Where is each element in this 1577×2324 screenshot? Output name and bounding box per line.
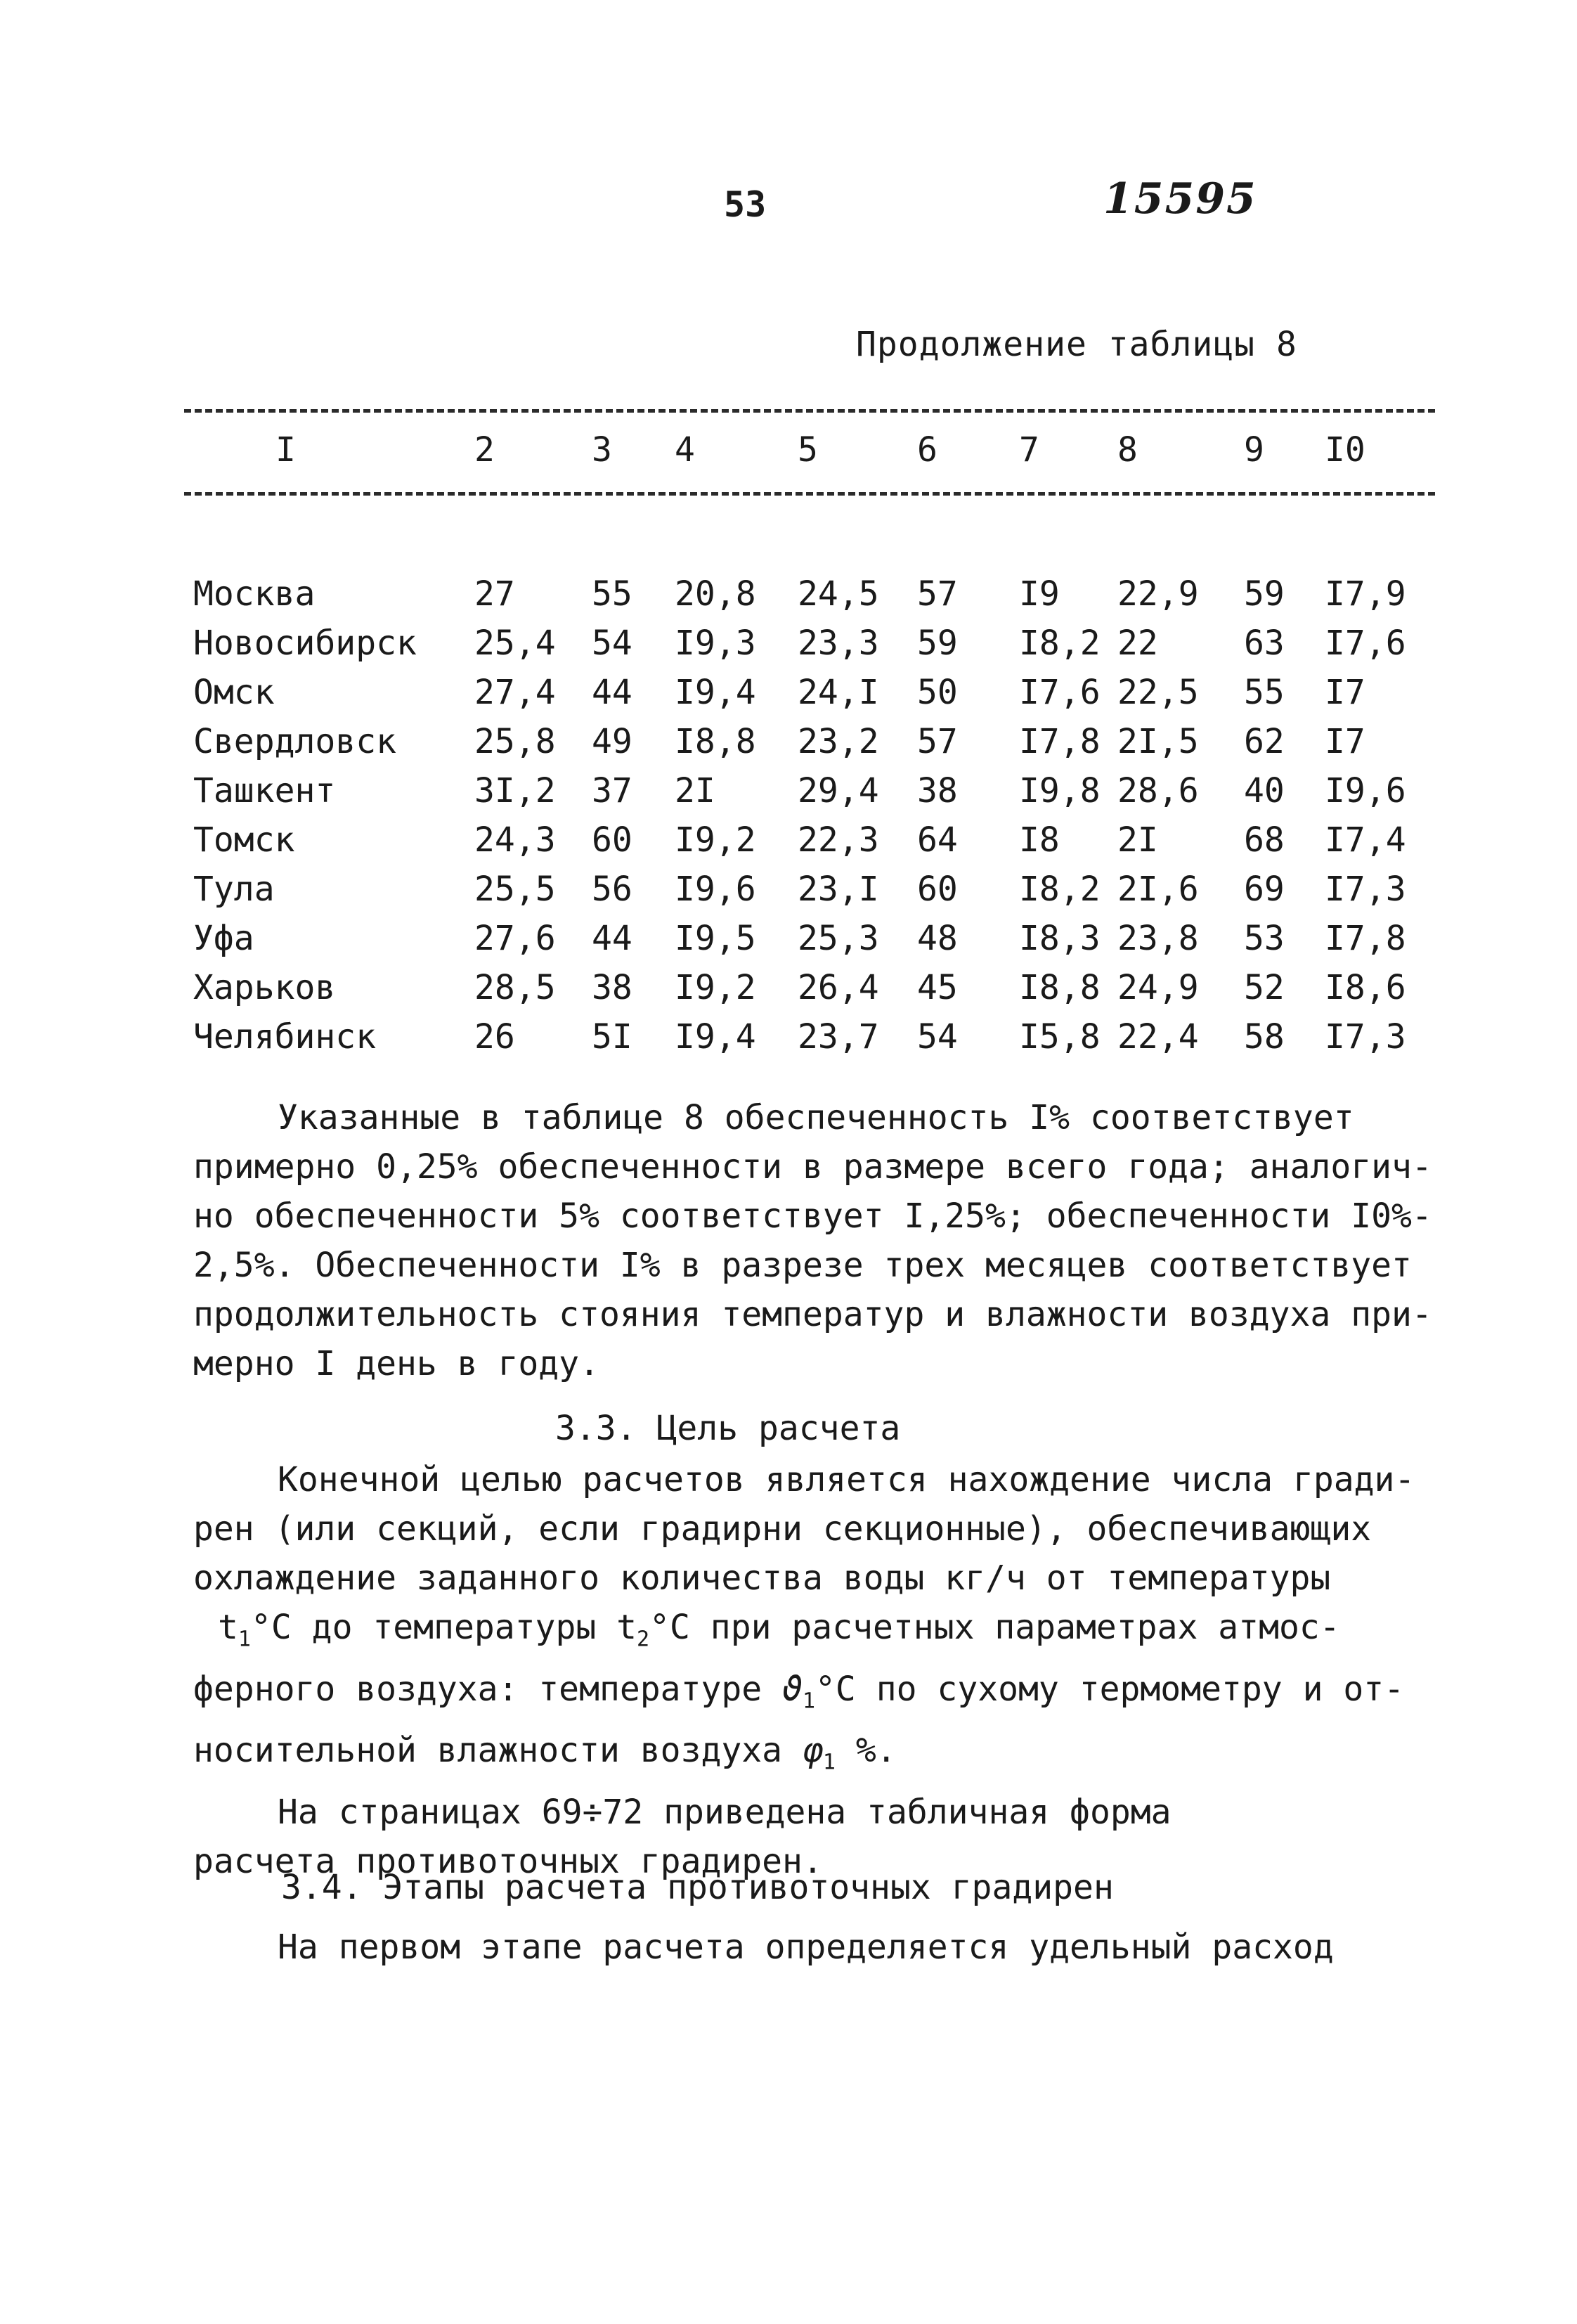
- table-cell: I8: [1019, 820, 1060, 860]
- table-cell: 24,9: [1117, 968, 1199, 1007]
- subscript: 1: [822, 1750, 836, 1775]
- table-cell: 52: [1244, 968, 1285, 1007]
- table-row: [0, 668, 1577, 717]
- table-cell: 25,3: [798, 919, 879, 958]
- table-row: [0, 766, 1577, 815]
- table-caption: Продолжение таблицы 8: [856, 325, 1297, 364]
- text-line: продолжительность стояния температур и влажности воздуха при-: [193, 1295, 1432, 1334]
- table-cell: I7,3: [1325, 870, 1406, 909]
- table-cell: 5I: [592, 1017, 632, 1057]
- table-cell: 27,4: [474, 673, 556, 712]
- table-cell: 53: [1244, 919, 1285, 958]
- table-cell: I7,3: [1325, 1017, 1406, 1057]
- table-cell: 23,3: [798, 624, 879, 663]
- section-3-3-heading: 3.3. Цель расчета: [555, 1409, 901, 1448]
- city-name: Омск: [193, 673, 275, 712]
- col-header-10: I0: [1325, 430, 1365, 470]
- table-cell: 2I: [1117, 820, 1158, 860]
- table-cell: I9,8: [1019, 771, 1101, 811]
- table-cell: 62: [1244, 722, 1285, 761]
- text-line: охлаждение заданного количества воды кг/ч от температуры: [193, 1558, 1331, 1598]
- text-span: °C до температуры: [250, 1608, 617, 1647]
- table-cell: 58: [1244, 1017, 1285, 1057]
- formula-line: [193, 1603, 1437, 1665]
- table-cell: 22,3: [798, 820, 879, 860]
- table-cell: 24,3: [474, 820, 556, 860]
- city-name: Тула: [193, 870, 275, 909]
- table-cell: 49: [592, 722, 632, 761]
- table-row: [0, 815, 1577, 865]
- table-cell: I9,4: [675, 1017, 756, 1057]
- city-name: Новосибирск: [193, 624, 417, 663]
- text-line: расчета противоточных градирен.: [193, 1841, 823, 1881]
- table-cell: I9,6: [1325, 771, 1406, 811]
- table-cell: 64: [917, 820, 958, 860]
- table-row: [0, 1012, 1577, 1061]
- table-cell: 23,I: [798, 870, 879, 909]
- table-cell: 24,5: [798, 574, 879, 614]
- table-row: [0, 963, 1577, 1012]
- text-line: мерно I день в году.: [193, 1344, 599, 1383]
- table-cell: 22: [1117, 624, 1158, 663]
- table-cell: I7,6: [1325, 624, 1406, 663]
- table-cell: I9,5: [675, 919, 756, 958]
- table-cell: 55: [592, 574, 632, 614]
- table-cell: 69: [1244, 870, 1285, 909]
- table-cell: 50: [917, 673, 958, 712]
- table-cell: I7: [1325, 673, 1365, 712]
- table-cell: 44: [592, 919, 632, 958]
- city-name: Москва: [193, 574, 316, 614]
- symbol-theta: ϑ: [782, 1669, 803, 1709]
- table-divider-bottom: [184, 492, 1435, 496]
- col-header-4: 4: [675, 430, 695, 470]
- section-3-4-heading: 3.4. Этапы расчета противоточных градирен: [281, 1868, 1114, 1907]
- table-cell: 45: [917, 968, 958, 1007]
- col-header-3: 3: [592, 430, 612, 470]
- text-line: но обеспеченности 5% соответствует I,25%; обеспеченности I0%-: [193, 1196, 1432, 1236]
- table-cell: 38: [592, 968, 632, 1007]
- table-cell: 60: [917, 870, 958, 909]
- table-cell: I8,3: [1019, 919, 1101, 958]
- col-header-5: 5: [798, 430, 818, 470]
- symbol-t: t: [616, 1608, 637, 1647]
- table-cell: 38: [917, 771, 958, 811]
- subscript: 1: [238, 1627, 251, 1652]
- table-cell: 26,4: [798, 968, 879, 1007]
- city-name: Уфа: [193, 919, 254, 958]
- table-cell: 37: [592, 771, 632, 811]
- table-cell: 3I,2: [474, 771, 556, 811]
- table-cell: I9,2: [675, 820, 756, 860]
- table-cell: 25,5: [474, 870, 556, 909]
- table-cell: I5,8: [1019, 1017, 1101, 1057]
- table-cell: I9,4: [675, 673, 756, 712]
- table-cell: I9,2: [675, 968, 756, 1007]
- table-cell: 63: [1244, 624, 1285, 663]
- section-3-4-body: [193, 1923, 1437, 1972]
- table-row: [0, 914, 1577, 963]
- table-cell: 23,2: [798, 722, 879, 761]
- table-cell: 2I,5: [1117, 722, 1199, 761]
- table-cell: I9,6: [675, 870, 756, 909]
- col-header-8: 8: [1117, 430, 1138, 470]
- table-cell: I8,2: [1019, 624, 1101, 663]
- text-line: Указанные в таблице 8 обеспеченность I% соответствует: [278, 1098, 1354, 1137]
- text-line: На первом этапе расчета определяется удельный расход: [278, 1928, 1334, 1967]
- table-row: [0, 569, 1577, 619]
- table-cell: 54: [917, 1017, 958, 1057]
- city-name: Харьков: [193, 968, 336, 1007]
- table-cell: I7,8: [1019, 722, 1101, 761]
- paragraph-provision: [193, 1093, 1437, 1388]
- table-cell: 24,I: [798, 673, 879, 712]
- table-cell: 57: [917, 574, 958, 614]
- table-cell: 59: [1244, 574, 1285, 614]
- city-name: Ташкент: [193, 771, 336, 811]
- table-cell: 59: [917, 624, 958, 663]
- table-cell: I9,3: [675, 624, 756, 663]
- table-cell: 56: [592, 870, 632, 909]
- table-divider-top: [184, 409, 1435, 413]
- section-3-3-body: [193, 1455, 1437, 1886]
- table-cell: 20,8: [675, 574, 756, 614]
- table-cell: 48: [917, 919, 958, 958]
- col-header-7: 7: [1019, 430, 1039, 470]
- table-cell: 28,5: [474, 968, 556, 1007]
- text-line: Конечной целью расчетов является нахождение числа гради-: [278, 1460, 1415, 1499]
- col-header-6: 6: [917, 430, 937, 470]
- table-cell: 22,5: [1117, 673, 1199, 712]
- table-cell: 28,6: [1117, 771, 1199, 811]
- table-cell: 22,9: [1117, 574, 1199, 614]
- text-span: °C по сухому термометру и от-: [815, 1669, 1405, 1709]
- symbol-t: t: [218, 1608, 238, 1647]
- table-cell: 60: [592, 820, 632, 860]
- col-header-9: 9: [1244, 430, 1264, 470]
- table-row: [0, 717, 1577, 766]
- table-cell: 54: [592, 624, 632, 663]
- table-cell: I8,6: [1325, 968, 1406, 1007]
- table-cell: 55: [1244, 673, 1285, 712]
- table-cell: 2I: [675, 771, 715, 811]
- symbol-phi: φ: [802, 1731, 823, 1771]
- table-cell: 44: [592, 673, 632, 712]
- table-cell: 57: [917, 722, 958, 761]
- table-cell: 2I,6: [1117, 870, 1199, 909]
- text-line: примерно 0,25% обеспеченности в размере всего года; аналогич-: [193, 1147, 1432, 1187]
- table-cell: I8,2: [1019, 870, 1101, 909]
- text-span: %.: [835, 1731, 897, 1771]
- text-line: 2,5%. Обеспеченности I% в разрезе трех месяцев соответствует: [193, 1246, 1412, 1285]
- text-span: носительной влажности воздуха: [193, 1731, 803, 1771]
- table-cell: I7,9: [1325, 574, 1406, 614]
- col-header-2: 2: [474, 430, 495, 470]
- table-cell: 27,6: [474, 919, 556, 958]
- table-cell: 25,8: [474, 722, 556, 761]
- table-row: [0, 865, 1577, 914]
- col-header-1: I: [275, 430, 296, 470]
- table-cell: I8,8: [675, 722, 756, 761]
- formula-line: [193, 1726, 1437, 1788]
- city-name: Челябинск: [193, 1017, 377, 1057]
- table-cell: I7,8: [1325, 919, 1406, 958]
- text-span: ферного воздуха: температуре: [193, 1669, 783, 1709]
- table-cell: 68: [1244, 820, 1285, 860]
- text-line: На страницах 69÷72 приведена табличная форма: [278, 1792, 1172, 1832]
- page-number: 53: [724, 184, 767, 225]
- formula-line: [193, 1665, 1437, 1726]
- table-cell: 29,4: [798, 771, 879, 811]
- table-cell: I7: [1325, 722, 1365, 761]
- archive-number: 15595: [1103, 174, 1257, 224]
- table-cell: 27: [474, 574, 515, 614]
- table-cell: I7,6: [1019, 673, 1101, 712]
- table-row: [0, 619, 1577, 668]
- table-cell: 40: [1244, 771, 1285, 811]
- city-name: Свердловск: [193, 722, 396, 761]
- text-span: °C при расчетных параметрах атмос-: [649, 1608, 1340, 1647]
- subscript: 1: [802, 1689, 816, 1714]
- subscript: 2: [637, 1627, 650, 1652]
- table-cell: I7,4: [1325, 820, 1406, 860]
- table-cell: 23,7: [798, 1017, 879, 1057]
- city-name: Томск: [193, 820, 295, 860]
- table-cell: 26: [474, 1017, 515, 1057]
- table-cell: 22,4: [1117, 1017, 1199, 1057]
- table-cell: I9: [1019, 574, 1060, 614]
- table-cell: 23,8: [1117, 919, 1199, 958]
- table-cell: I8,8: [1019, 968, 1101, 1007]
- table-cell: 25,4: [474, 624, 556, 663]
- text-line: рен (или секций, если градирни секционные), обеспечивающих: [193, 1509, 1372, 1549]
